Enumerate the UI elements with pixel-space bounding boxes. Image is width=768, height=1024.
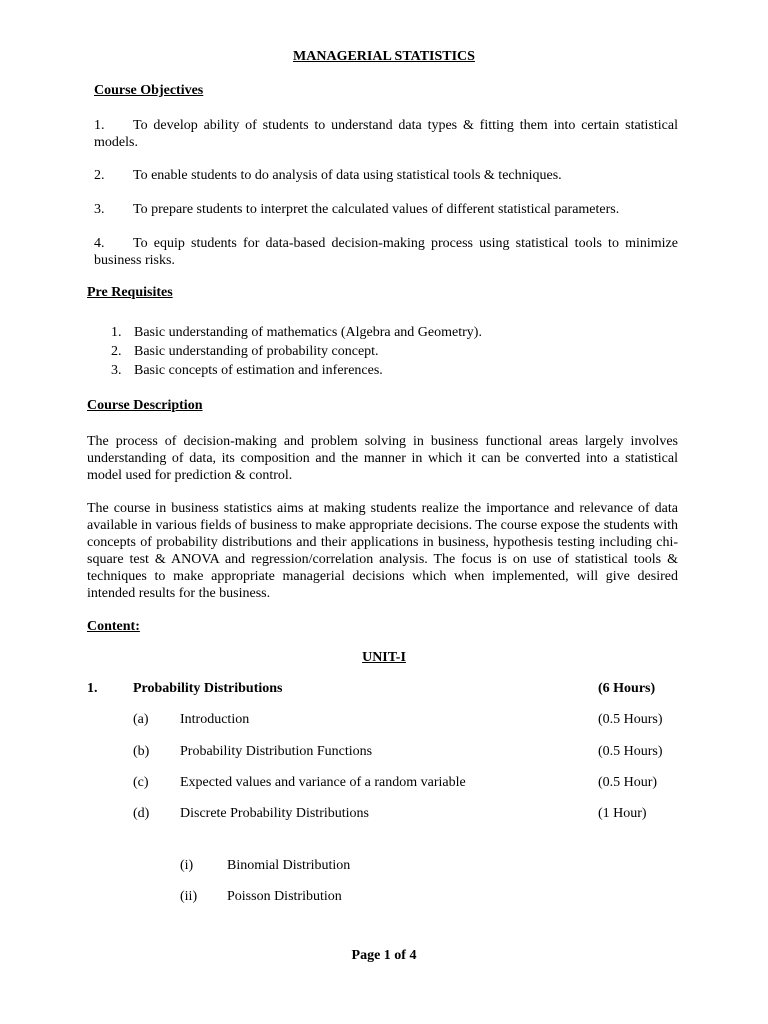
course-description-heading: Course Description	[87, 398, 203, 413]
subsubtopic-label: (i)	[180, 858, 194, 873]
list-number: 1.	[111, 325, 122, 340]
subtopic-label: (c)	[133, 775, 149, 790]
course-objectives-heading: Course Objectives	[94, 83, 204, 98]
content-heading: Content:	[87, 619, 140, 634]
subtopic-hours: (0.5 Hours)	[598, 712, 663, 727]
list-item	[111, 323, 631, 342]
subtopic-hours: (1 Hour)	[598, 806, 647, 821]
objective-text: To prepare students to interpret the calculated values of different statistical parameters.	[133, 202, 620, 217]
subtopic-label: (a)	[133, 712, 149, 727]
subtopic-row	[0, 775, 768, 793]
topic-number: 1.	[87, 681, 98, 696]
objective-number: 2.	[94, 168, 105, 183]
subtopic-title: Discrete Probability Distributions	[180, 806, 369, 821]
objective-text: To develop ability of students to understand data types & fitting them into certain statistical models.	[94, 118, 678, 150]
unit-heading: UNIT-I	[362, 650, 406, 665]
subtopic-row	[0, 712, 768, 730]
topic-row	[0, 681, 768, 699]
subtopic-title: Expected values and variance of a random variable	[180, 775, 466, 790]
objective-number: 1.	[94, 118, 105, 133]
subtopic-row	[0, 744, 768, 762]
objective-number: 4.	[94, 236, 105, 251]
subtopic-hours: (0.5 Hour)	[598, 775, 658, 790]
subtopic-label: (b)	[133, 744, 150, 759]
objective-text: To equip students for data-based decision-making process using statistical tools to minimize business risks.	[94, 236, 692, 268]
subtopic-title: Introduction	[180, 712, 250, 727]
page-title: MANAGERIAL STATISTICS	[293, 49, 475, 64]
subtopic-row	[0, 806, 768, 824]
list-number: 2.	[111, 344, 122, 359]
subsubtopic-label: (ii)	[180, 889, 198, 904]
description-paragraph: The course in business statistics aims at making students realize the importance and relevance of data available in various fields of business to make appropriate decisions. The course expose the students with concepts of probability distributions and their applications in business, hypothesis testing including chi-square test & ANOVA and regression/correlation analysis. The focus is on use of statistical tools & techniques to make appropriate managerial decisions which when implemented, will give desired intended results for the business.	[87, 501, 678, 601]
objective-number: 3.	[94, 202, 105, 217]
subsubtopic-row	[0, 858, 768, 876]
objective-item-3	[94, 201, 678, 218]
subsubtopic-title: Binomial Distribution	[227, 858, 351, 873]
subtopic-label: (d)	[133, 806, 150, 821]
subtopic-title: Probability Distribution Functions	[180, 744, 373, 759]
objective-item-1	[94, 117, 678, 151]
objective-item-2	[94, 167, 678, 184]
page-number: Page 1 of 4	[351, 948, 417, 963]
list-item	[111, 342, 631, 361]
subtopic-hours: (0.5 Hours)	[598, 744, 663, 759]
pre-requisites-heading: Pre Requisites	[87, 285, 173, 300]
list-text: Basic understanding of mathematics (Algebra and Geometry).	[134, 325, 482, 340]
topic-hours: (6 Hours)	[598, 681, 656, 696]
objective-text: To enable students to do analysis of data using statistical tools & techniques.	[133, 168, 562, 183]
list-text: Basic understanding of probability concept.	[134, 344, 379, 359]
list-text: Basic concepts of estimation and inferences.	[134, 363, 383, 378]
list-item	[111, 361, 631, 380]
topic-title: Probability Distributions	[133, 681, 283, 696]
subsubtopic-title: Poisson Distribution	[227, 889, 342, 904]
subsubtopic-row	[0, 889, 768, 907]
pre-requisites-list	[111, 323, 631, 383]
objective-item-4	[94, 235, 692, 269]
description-paragraph: The process of decision-making and problem solving in business functional areas largely involves understanding of data, its composition and the manner in which it can be converted into a statistical model used for prediction & control.	[87, 434, 678, 483]
list-number: 3.	[111, 363, 122, 378]
